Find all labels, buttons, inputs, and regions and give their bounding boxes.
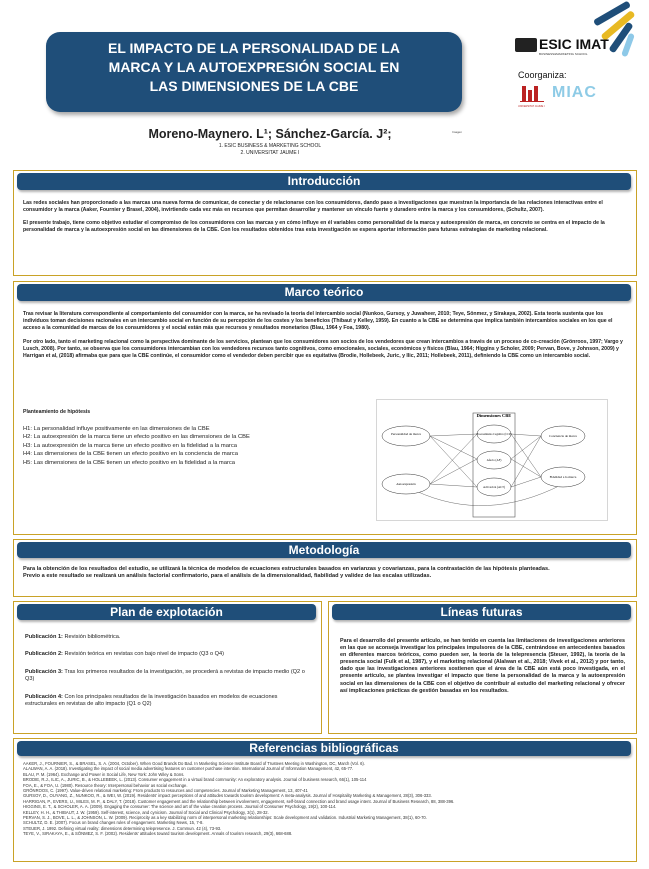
esic-logo: ESIC IMAT: [539, 36, 609, 52]
plan-item: Publicación 1: Revisión bibliométrica.: [25, 634, 121, 640]
affiliations: 1. ESIC BUSINESS & MARKETING SCHOOL 2. UNIVERSITAT JAUME I: [218, 143, 322, 156]
lineas-body: Para el desarrollo del presente artículo, se han tenido en cuenta las limitaciones de investigaciones anteriores en las que se aconseja investigar los principales impulsores de la CBE, centrándose en antecedentes basados en diferentes marcos teóricos, como pueden ser, la teoría de la telepresencia (Steuer, 1992), la teoría de la presencia social (Fulk et al, 1987), y el marketing relacional (Alalwan et al., 2018; Vivek et al., 2012) y por tanto, dado que las investigaciones anteriores sostienen que el área de la CBE aún está poco investigada, en el presente artículo, se plantea investigar el impacto que tiene la personalidad de la marca y la autoexpresión social en las dimensiones de la CBE con el objetivo de contribuir al estudio del marketing relacional y ofrecer así implicaciones prácticas de gestión basadas en los resultados.: [340, 638, 625, 694]
miac-logo: MIAC: [552, 84, 597, 101]
reference-item: SCHULTZ, D. E. (2007). Focus on brand changes rules of engagement. Marketing News, 15, 7-8.: [23, 820, 204, 826]
reference-item: HIGGINS, E. T., & SCHOLER, A. A. (2009). Engaging the consumer: The science and art of the value creation process. Journal of Consumer Psychology, 19(2), 100-114.: [23, 804, 337, 810]
reference-item: TEYE, V., SIRAKAYA, E., & SÖNMEZ, S. F. (2002). Residents' attitudes toward tourism development. Annals of tourism research, 29(3), 668-688.: [23, 831, 293, 837]
hypothesis-item: H2: La autoexpresión de la marca tiene un efecto positivo en las dimensiones de la CBE: [23, 434, 250, 441]
node-personalidad-label: Personalidad de marca: [391, 432, 421, 436]
plan-list: [25, 634, 305, 708]
introduccion-header: Introducción: [17, 173, 631, 190]
hypothesis-diagram: [376, 399, 608, 521]
plan-item: Publicación 2: Revisión teórica en revistas con bajo nivel de impacto (Q3 o Q4): [25, 651, 224, 658]
metodologia-header: Metodología: [17, 542, 631, 558]
reference-item: BLAU, P. M. (1964). Exchange and Power in Social Life, New York: John Wiley & Sons.: [23, 771, 185, 777]
esic-logo-sub: BUSINESS&MARKETING SCHOOL: [539, 52, 588, 56]
reference-item: HARRIGAN, P., EVERS, U., MILES, M. P., & DALY, T. (2018). Customer engagement and the relationship between involvement, engagement, self-brand connection and brand usage intent. Journal of Business Research, 88, 388-396.: [23, 798, 455, 804]
node-autoexpresion-label: Autoexpresión: [396, 482, 416, 486]
uji-logo-icon: [520, 84, 544, 104]
esic-emblem-icon: [586, 6, 642, 62]
node-activacion-label: Activación (ACT): [483, 485, 505, 489]
esic-mark-icon: [515, 38, 537, 52]
node-afecto-label: Afecto (AF): [486, 458, 502, 462]
hypothesis-item: H3: La autoexpresión de la marca tiene un efecto positivo en la fidelidad a la marca: [23, 442, 237, 449]
coorganiza-label: Coorganiza:: [518, 70, 567, 80]
node-personalidad: [382, 426, 430, 446]
reference-item: STEUER, J. 1992. Defining virtual reality: dimensions determining telepresence. J. Commun. 42 (4), 73-93.: [23, 825, 222, 831]
tiny-tag: Imagen: [452, 130, 463, 134]
reference-item: PERVAN, S. J., BOVE, L. L., & JOHNSON, L. W. (2009). Reciprocity as a key stabilizing norm of interpersonal marketing relationships: Scale development and validation. Industrial Marketing Management, 38(1), 60-70.: [23, 815, 427, 821]
lineas-header: Líneas futuras: [332, 604, 631, 620]
referencias-header: Referencias bibliográficas: [17, 741, 631, 756]
hypothesis-item: H4: Las dimensiones de la CBE tienen un efecto positivo en la conciencia de marca: [23, 451, 238, 458]
reference-item: AAKER, J., FOURNIER, S., & BRASEL, S. A. (2004, October). When Good Brands Do Bad. In Marketing Science Institute Board of Trustees Meeting in Washington, DC, March (Vol. 6).: [23, 761, 365, 766]
marco-body: Tras revisar la literatura correspondiente al comportamiento del consumidor con la marca, se ha revisado la teoría del intercambio social (Nunkoo, Gursoy, y Juwaheer, 2010; Teye, Sönmez, y Sirakaya, 2002). Esta teoría sustenta que los individuos toman decisiones racionales en un intercambio social en función de su percepción de los costes y los beneficios (Thibaut y Kelley, 1959). En cuanto a la CBE se determina que implica también intercambios sociales en los que el acceso a la comunidad de marcas de los consumidores y el social están más que recursos y resultados monetarios (Blau, 1964 y Foa, 1980). Por otro lado, tanto el marketing relacional como la perspectiva dominante de los servicios, plantean que los consumidores son socios de los vendedores que crean intercambios a través de un proceso de co-creación (Grönroos, 1997; Vargo y Lusch, 2008). Por tanto, se observa que los consumidores intercambian con los vendedores recursos tanto cognitivos, como emocionales, sociales, económicos y físicos (Blau, 1964; Higgins y Scholer, 2009; Pervan, Bove, y Johnson, 2009) y Harrigan et al, (2018) afirmaba que para que la CBE continúe, el consumidor como el vendedor deben percibir que es equitativa (Brodie, Hollebeek, Juric, y Ilic, 2011; Hollebeek, 2011), definiendo la CBE como un intercambio social.: [23, 311, 623, 359]
node-ccp-label: Procesamiento Cognitivo (CCP): [476, 433, 512, 436]
reference-item: ALALWAN, A. A. (2018). Investigating the impact of social media advertising features on customer purchase intention. International Journal of Information Management, 42, 65-77.: [23, 766, 354, 772]
uji-logo-text: UNIVERSITAT JAUME I: [518, 105, 545, 108]
reference-item: FOA, E., & FOA, U. (1980). Resource theory: Interpersonal behavior as social exchange.: [23, 782, 188, 788]
reference-item: GURSOY, D., OUYANG, Z., NUNKOO, R., & WEI, W. (2019). Residents' impact perceptions of and attitudes towards tourism development: A meta-analysis. Journal of Hospitality Marketing & Management, 28(3), 306-333.: [23, 793, 432, 799]
hypotheses-list: [23, 425, 353, 467]
plan-header: Plan de explotación: [17, 604, 316, 620]
cbe-group-label: Dimensiones CBE: [476, 413, 512, 418]
plan-item: Publicación 3: Tras los primeros resultados de la investigación, se procederá a revistas de impacto medio (Q2 o Q3): [25, 668, 305, 683]
authors: Moreno-Maynero. L¹; Sánchez-García. J²;: [148, 127, 392, 141]
marco-header: Marco teórico: [17, 284, 631, 301]
introduccion-body: Las redes sociales han proporcionado a las marcas una nueva forma de comunicar, de conectar y de relacionarse con los consumidores, dando paso a investigaciones que muestran la importancia de las relaciones interactivas entre el consumidor y la marca (Aaker, Fournier y Brasel, 2004), invirtiendo cada vez más en recursos que permitan desarrollar y mantener un vínculo fuerte y duradero entre la marca y los consumidores, (Schultz, 2007). El presente trabajo, tiene como objetivo estudiar el compromiso de los consumidores con las marcas y en cómo influye en él variables como personalidad de la marca y autoexpresión de marca, en concreto se centra en el impacto de la personalidad de marca y la autoexpresión social en las dimensiones de la CBE. Con los resultados obtenidos tras esta investigación se espera aportar información para futuras estrategias de marketing relacional.: [23, 200, 605, 233]
hypothesis-item: H5: Las dimensiones de la CBE tienen un efecto positivo en la fidelidad a la marca: [23, 459, 236, 466]
referencias-list: [23, 761, 625, 837]
hypotheses-title: Planteamiento de hipótesis: [23, 409, 91, 415]
plan-item: Publicación 4: Con los principales resultados de la investigación basados en modelos de ecuaciones estructurales en revistas de alto impacto (Q1 o Q2): [25, 693, 278, 708]
reference-item: GRÖNROOS, C. (1997). Value-driven relational marketing: From products to resources and competencies. Journal of Marketing Management, 13, 407-41: [23, 788, 308, 794]
metodologia-body: Para la obtención de los resultados del estudio, se utilizará la técnica de modelos de ecuaciones estructurales basados en varianzas y covarianzas, para la contrastación de las hipótesis planteadas. Previo a este resultado se realizará un análisis factorial confirmatorio, para el análisis de la dimensionalidad, fiabilidad y validez de las escalas utilizadas.: [23, 566, 550, 579]
node-fidelidad-label: Fidelidad a la marca: [549, 475, 577, 479]
poster-title: EL IMPACTO DE LA PERSONALIDAD DE LA MARCA Y LA AUTOEXPRESIÓN SOCIAL EN LAS DIMENSIONES DE LA CBE: [108, 40, 400, 94]
reference-item: KELLEY, H. H., & THIBAUT, J. W. (1959). Self-interest, science, and cynicism. Journal of Social and Clinical Psychology, 3(1), 28-32.: [23, 809, 269, 815]
node-conciencia-label: Conciencia de marca: [549, 434, 577, 438]
hypothesis-item: H1: La personalidad influye positivamente en las dimensiones de la CBE: [23, 426, 210, 432]
reference-item: BRODIE, R.J., ILIC, A., JURIC, B., & HOLLEBEEK, L. (2013). Consumer engagement in a virtual brand community: An exploratory analysis. Journal of business research, 66(1), 105-114: [23, 777, 367, 783]
poster-title-box: [46, 32, 462, 112]
